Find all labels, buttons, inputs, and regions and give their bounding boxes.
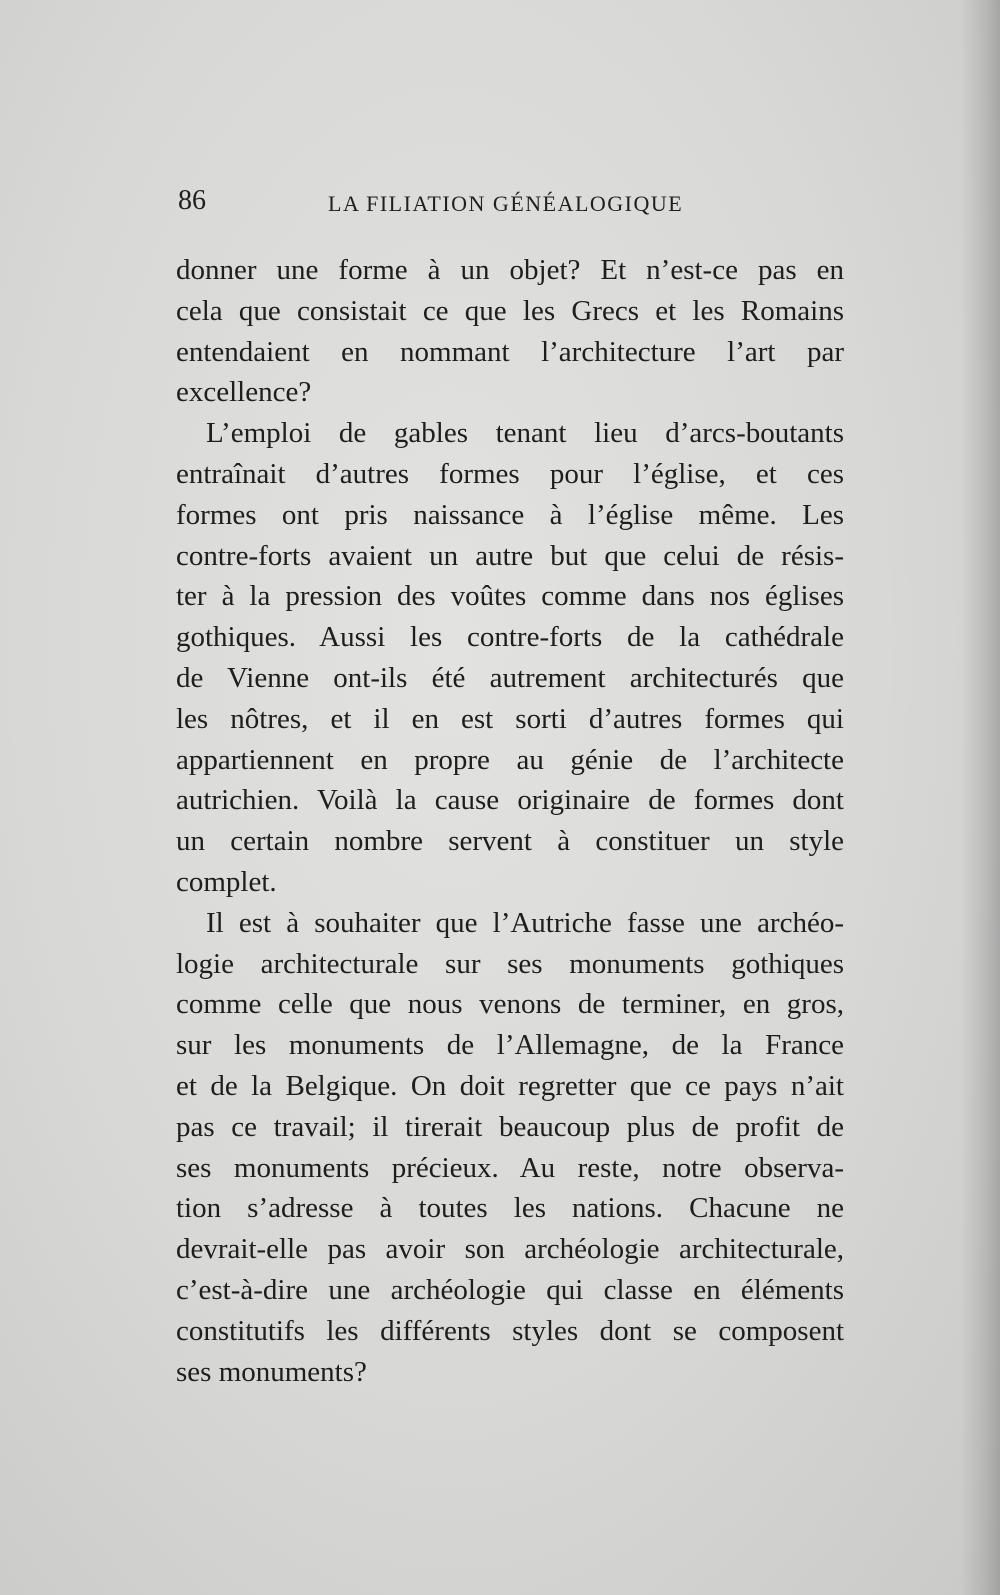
text-line: donner une forme à un objet? Et n’est-ce pas en xyxy=(176,254,844,286)
text-line: tion s’adresse à toutes les nations. Chacune ne xyxy=(176,1192,844,1225)
text-line: pas ce travail; il tirerait beaucoup plus de profit de xyxy=(176,1110,844,1143)
text-line: constitutifs les différents styles dont se composent xyxy=(176,1314,844,1347)
text-line: autrichien. Voilà la cause originaire de formes dont xyxy=(176,784,844,817)
text-line: entendaient en nommant l’architecture l’art par xyxy=(176,335,844,368)
text-line: contre-forts avaient un autre but que celui de résis- xyxy=(176,539,844,572)
text-line: entraînait d’autres formes pour l’église, et ces xyxy=(176,457,844,490)
running-title: LA FILIATION GÉNÉALOGIQUE xyxy=(328,191,684,216)
text-line: de Vienne ont-ils été autrement architecturés que xyxy=(176,661,844,694)
text-line: L’emploi de gables tenant lieu d’arcs-boutants xyxy=(206,417,844,450)
text-line: complet. xyxy=(176,865,277,898)
text-line: cela que consistait ce que les Grecs et les Romains xyxy=(176,294,844,327)
text-line: ses monuments précieux. Au reste, notre observa- xyxy=(176,1151,844,1184)
page-number: 86 xyxy=(178,185,206,216)
text-line: Il est à souhaiter que l’Autriche fasse une archéo- xyxy=(206,906,844,939)
text-line: un certain nombre servent à constituer un style xyxy=(176,825,844,858)
paragraph xyxy=(176,903,844,1393)
paragraph xyxy=(176,250,844,413)
text-line: ter à la pression des voûtes comme dans nos églises xyxy=(176,580,844,613)
text-line: c’est-à-dire une archéologie qui classe en éléments xyxy=(176,1273,844,1306)
text-line: formes ont pris naissance à l’église même. Les xyxy=(176,498,844,531)
text-line: sur les monuments de l’Allemagne, de la France xyxy=(176,1029,844,1062)
text-line: appartiennent en propre au génie de l’architecte xyxy=(176,743,844,776)
text-line: les nôtres, et il en est sorti d’autres formes qui xyxy=(176,702,844,735)
text-line: gothiques. Aussi les contre-forts de la cathédrale xyxy=(176,621,844,654)
paragraph xyxy=(176,413,844,903)
body-text xyxy=(176,250,844,1392)
text-line: ses monuments? xyxy=(176,1355,367,1388)
page-header xyxy=(178,185,858,225)
text-line: devrait-elle pas avoir son archéologie architecturale, xyxy=(176,1233,844,1266)
text-line: excellence? xyxy=(176,376,312,409)
page-edge-shadow xyxy=(960,0,1000,1595)
text-line: logie architecturale sur ses monuments gothiques xyxy=(176,947,844,980)
text-line: comme celle que nous venons de terminer, en gros, xyxy=(176,988,844,1021)
text-line: et de la Belgique. On doit regretter que ce pays n’ait xyxy=(176,1069,844,1102)
